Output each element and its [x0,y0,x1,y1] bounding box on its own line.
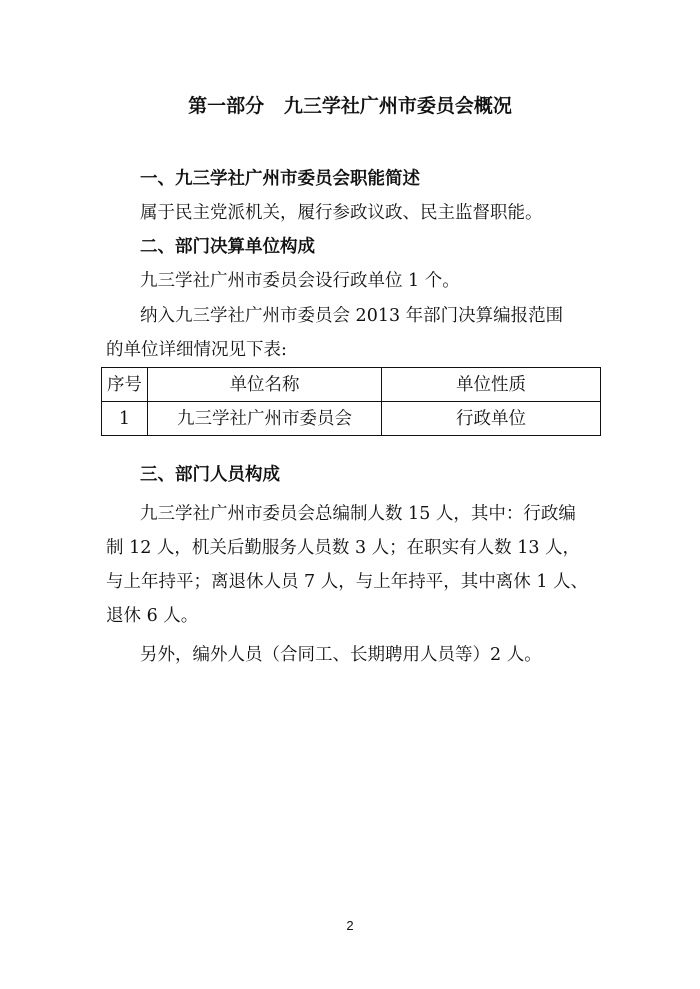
section-3-heading: 三、部门人员构成 [140,465,280,485]
table-header-cell: 单位性质 [382,368,601,402]
table-cell: 1 [102,402,148,436]
table-header-row [102,368,601,402]
section-2-paragraph-2-line-2: 的单位详细情况见下表: [106,340,287,360]
section-1-heading: 一、九三学社广州市委员会职能简述 [140,169,420,189]
page-number: 2 [346,918,354,933]
section-3-paragraph-1-line-2: 制 12 人，机关后勤服务人员数 3 人；在职实有人数 13 人， [106,538,581,558]
section-3-paragraph-1-line-1: 九三学社广州市委员会总编制人数 15 人，其中：行政编 [140,504,576,524]
section-3-paragraph-1-line-3: 与上年持平；离退休人员 7 人，与上年持平，其中离休 1 人、 [106,572,589,592]
table-row [102,402,601,436]
table-header-cell: 序号 [102,368,148,402]
page-title: 第一部分 九三学社广州市委员会概况 [188,95,512,117]
section-3-paragraph-1-line-4: 退休 6 人。 [106,606,199,626]
table-cell: 九三学社广州市委员会 [148,402,382,436]
table-cell: 行政单位 [382,402,601,436]
unit-table [101,367,601,436]
section-2-paragraph-2-line-1: 纳入九三学社广州市委员会 2013 年部门决算编报范围 [140,306,564,326]
section-3-paragraph-2: 另外，编外人员（合同工、长期聘用人员等）2 人。 [140,645,542,665]
section-2-paragraph-1: 九三学社广州市委员会设行政单位 1 个。 [140,271,460,291]
table-header-cell: 单位名称 [148,368,382,402]
section-2-heading: 二、部门决算单位构成 [140,237,315,257]
section-1-text: 属于民主党派机关，履行参政议政、民主监督职能。 [140,203,543,223]
